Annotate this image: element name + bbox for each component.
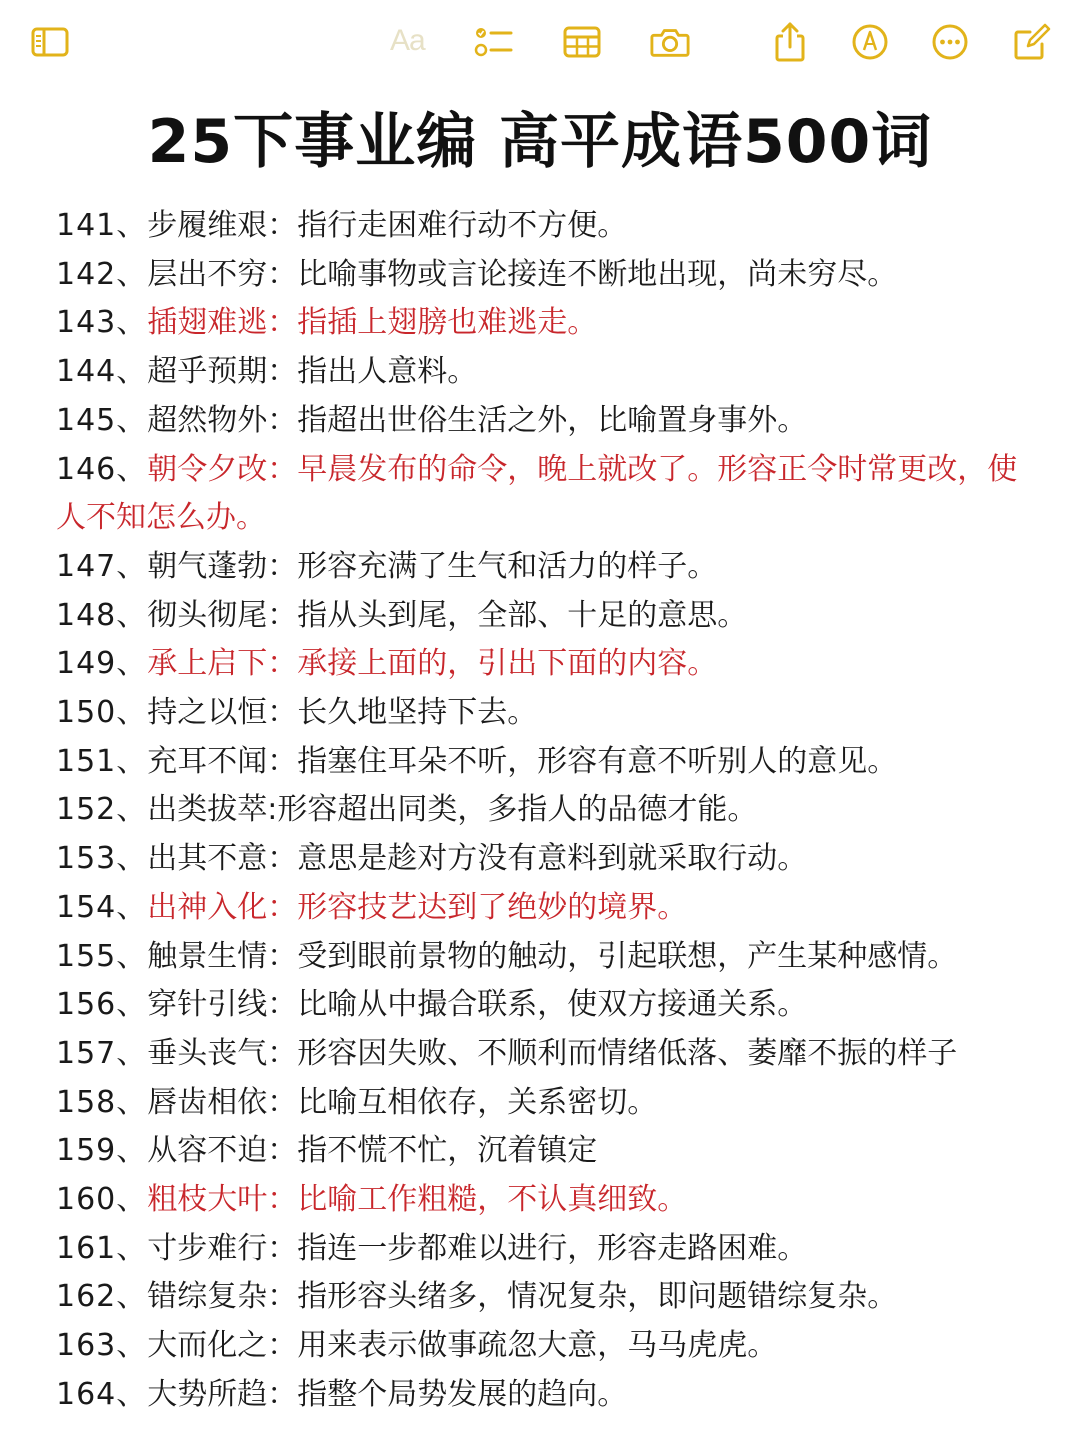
idiom-entry bbox=[56, 1273, 1036, 1322]
idiom-entry bbox=[56, 786, 1036, 835]
idiom-definition: 指行走困难行动不方便。 bbox=[297, 208, 628, 243]
idiom-term: 大势所趋： bbox=[147, 1376, 298, 1412]
sidebar-icon[interactable] bbox=[30, 22, 70, 62]
idiom-entry bbox=[56, 202, 1036, 251]
share-icon[interactable] bbox=[770, 22, 810, 62]
page-title: 25下事业编 高平成语500词 bbox=[147, 107, 933, 177]
idiom-term: 彻头彻尾： bbox=[147, 597, 298, 633]
idiom-entry bbox=[56, 689, 1036, 738]
entry-number: 155、 bbox=[56, 938, 148, 974]
idiom-term: 从容不迫： bbox=[147, 1133, 298, 1169]
idiom-entry bbox=[56, 299, 1036, 348]
entry-number: 142、 bbox=[56, 256, 148, 292]
compose-icon[interactable] bbox=[1012, 22, 1052, 62]
idiom-definition: 用来表示做事疏忽大意，马马虎虎。 bbox=[297, 1328, 778, 1364]
idiom-entry bbox=[56, 1030, 1036, 1079]
entry-number: 162、 bbox=[56, 1279, 148, 1315]
idiom-term: 大而化之： bbox=[147, 1328, 298, 1364]
entry-number: 154、 bbox=[56, 889, 148, 925]
entry-number: 141、 bbox=[56, 208, 148, 243]
idiom-entry bbox=[56, 981, 1036, 1030]
idiom-list bbox=[56, 202, 1036, 1420]
idiom-term: 错综复杂： bbox=[147, 1279, 298, 1315]
idiom-entry bbox=[56, 835, 1036, 884]
idiom-term: 粗枝大叶： bbox=[147, 1182, 298, 1218]
entry-number: 160、 bbox=[56, 1182, 148, 1218]
entry-number: 144、 bbox=[56, 354, 148, 390]
entry-number: 150、 bbox=[56, 695, 148, 731]
idiom-definition: 承接上面的，引出下面的内容。 bbox=[297, 646, 718, 682]
idiom-definition: 指从头到尾，全部、十足的意思。 bbox=[297, 597, 748, 633]
idiom-definition: 比喻事物或言论接连不断地出现，尚未穷尽。 bbox=[297, 256, 898, 292]
entry-number: 145、 bbox=[56, 402, 148, 438]
idiom-entry bbox=[56, 1371, 1036, 1420]
idiom-definition: 早晨发布的命令，晚上就改了。形容正令时常更改，使人不知怎么办。 bbox=[56, 451, 1018, 536]
idiom-term: 朝令夕改： bbox=[147, 451, 298, 487]
idiom-term: 超然物外： bbox=[147, 402, 298, 438]
entry-number: 146、 bbox=[56, 451, 148, 487]
entry-number: 143、 bbox=[56, 305, 148, 341]
idiom-term: 唇齿相依： bbox=[147, 1084, 298, 1120]
idiom-entry bbox=[56, 640, 1036, 689]
idiom-entry bbox=[56, 1127, 1036, 1176]
notes-toolbar bbox=[0, 0, 1080, 82]
entry-number: 163、 bbox=[56, 1328, 148, 1364]
idiom-entry bbox=[56, 251, 1036, 300]
entry-number: 151、 bbox=[56, 743, 148, 779]
idiom-term: 承上启下： bbox=[147, 646, 298, 682]
idiom-definition: 形容因失败、不顺利而情绪低落、萎靡不振的样子 bbox=[297, 1035, 958, 1071]
idiom-entry bbox=[56, 397, 1036, 446]
idiom-entry bbox=[56, 592, 1036, 641]
idiom-entry bbox=[56, 543, 1036, 592]
entry-number: 161、 bbox=[56, 1230, 148, 1266]
idiom-term: 超乎预期： bbox=[147, 354, 298, 390]
entry-number: 164、 bbox=[56, 1376, 148, 1412]
idiom-definition: 受到眼前景物的触动，引起联想，产生某种感情。 bbox=[297, 938, 958, 974]
idiom-definition: 指出人意料。 bbox=[297, 354, 478, 390]
markup-icon[interactable] bbox=[850, 22, 890, 62]
idiom-entry bbox=[56, 738, 1036, 787]
idiom-definition: 形容充满了生气和活力的样子。 bbox=[297, 548, 718, 584]
entry-number: 148、 bbox=[56, 597, 148, 633]
idiom-entry bbox=[56, 446, 1036, 543]
entry-number: 153、 bbox=[56, 841, 148, 877]
idiom-term: 寸步难行： bbox=[147, 1230, 298, 1266]
idiom-entry bbox=[56, 933, 1036, 982]
idiom-entry bbox=[56, 348, 1036, 397]
idiom-term: 触景生情： bbox=[147, 938, 298, 974]
idiom-entry bbox=[56, 1176, 1036, 1225]
idiom-term: 持之以恒： bbox=[147, 695, 298, 731]
idiom-definition: 指整个局势发展的趋向。 bbox=[297, 1376, 628, 1412]
idiom-entry bbox=[56, 1079, 1036, 1128]
idiom-definition: 长久地坚持下去。 bbox=[297, 695, 538, 731]
entry-number: 159、 bbox=[56, 1133, 148, 1169]
idiom-entry bbox=[56, 1322, 1036, 1371]
checklist-icon[interactable] bbox=[474, 22, 514, 62]
idiom-entry bbox=[56, 1225, 1036, 1274]
idiom-definition: 指超出世俗生活之外，比喻置身事外。 bbox=[297, 402, 808, 438]
idiom-definition: 指不慌不忙，沉着镇定 bbox=[297, 1133, 598, 1169]
entry-number: 158、 bbox=[56, 1084, 148, 1120]
idiom-term: 步履维艰： bbox=[147, 208, 298, 243]
idiom-definition: 比喻从中撮合联系，使双方接通关系。 bbox=[297, 987, 808, 1023]
table-icon[interactable] bbox=[562, 22, 602, 62]
entry-number: 149、 bbox=[56, 646, 148, 682]
camera-icon[interactable] bbox=[650, 22, 690, 62]
text-format-icon: Aa bbox=[390, 24, 425, 57]
more-icon[interactable] bbox=[930, 22, 970, 62]
idiom-term: 层出不穷： bbox=[147, 256, 298, 292]
idiom-term: 垂头丧气： bbox=[147, 1035, 298, 1071]
idiom-term: 插翅难逃： bbox=[147, 305, 298, 341]
idiom-definition: 形容技艺达到了绝妙的境界。 bbox=[297, 889, 688, 925]
idiom-definition: 形容超出同类，多指人的品德才能。 bbox=[277, 792, 758, 828]
idiom-term: 充耳不闻： bbox=[147, 743, 298, 779]
idiom-definition: 指塞住耳朵不听，形容有意不听别人的意见。 bbox=[297, 743, 898, 779]
entry-number: 152、 bbox=[56, 792, 148, 828]
idiom-term: 出神入化： bbox=[147, 889, 298, 925]
idiom-definition: 比喻工作粗糙，不认真细致。 bbox=[297, 1182, 688, 1218]
idiom-term: 出其不意： bbox=[147, 841, 298, 877]
idiom-definition: 比喻互相依存，关系密切。 bbox=[297, 1084, 658, 1120]
idiom-entry bbox=[56, 884, 1036, 933]
idiom-definition: 指连一步都难以进行，形容走路困难。 bbox=[297, 1230, 808, 1266]
entry-number: 156、 bbox=[56, 987, 148, 1023]
idiom-term: 朝气蓬勃： bbox=[147, 548, 298, 584]
idiom-definition: 意思是趁对方没有意料到就采取行动。 bbox=[297, 841, 808, 877]
idiom-definition: 指形容头绪多，情况复杂，即问题错综复杂。 bbox=[297, 1279, 898, 1315]
idiom-term: 穿针引线： bbox=[147, 987, 298, 1023]
entry-number: 147、 bbox=[56, 548, 148, 584]
idiom-term: 出类拔萃: bbox=[147, 792, 278, 828]
idiom-definition: 指插上翅膀也难逃走。 bbox=[297, 305, 598, 341]
entry-number: 157、 bbox=[56, 1035, 148, 1071]
